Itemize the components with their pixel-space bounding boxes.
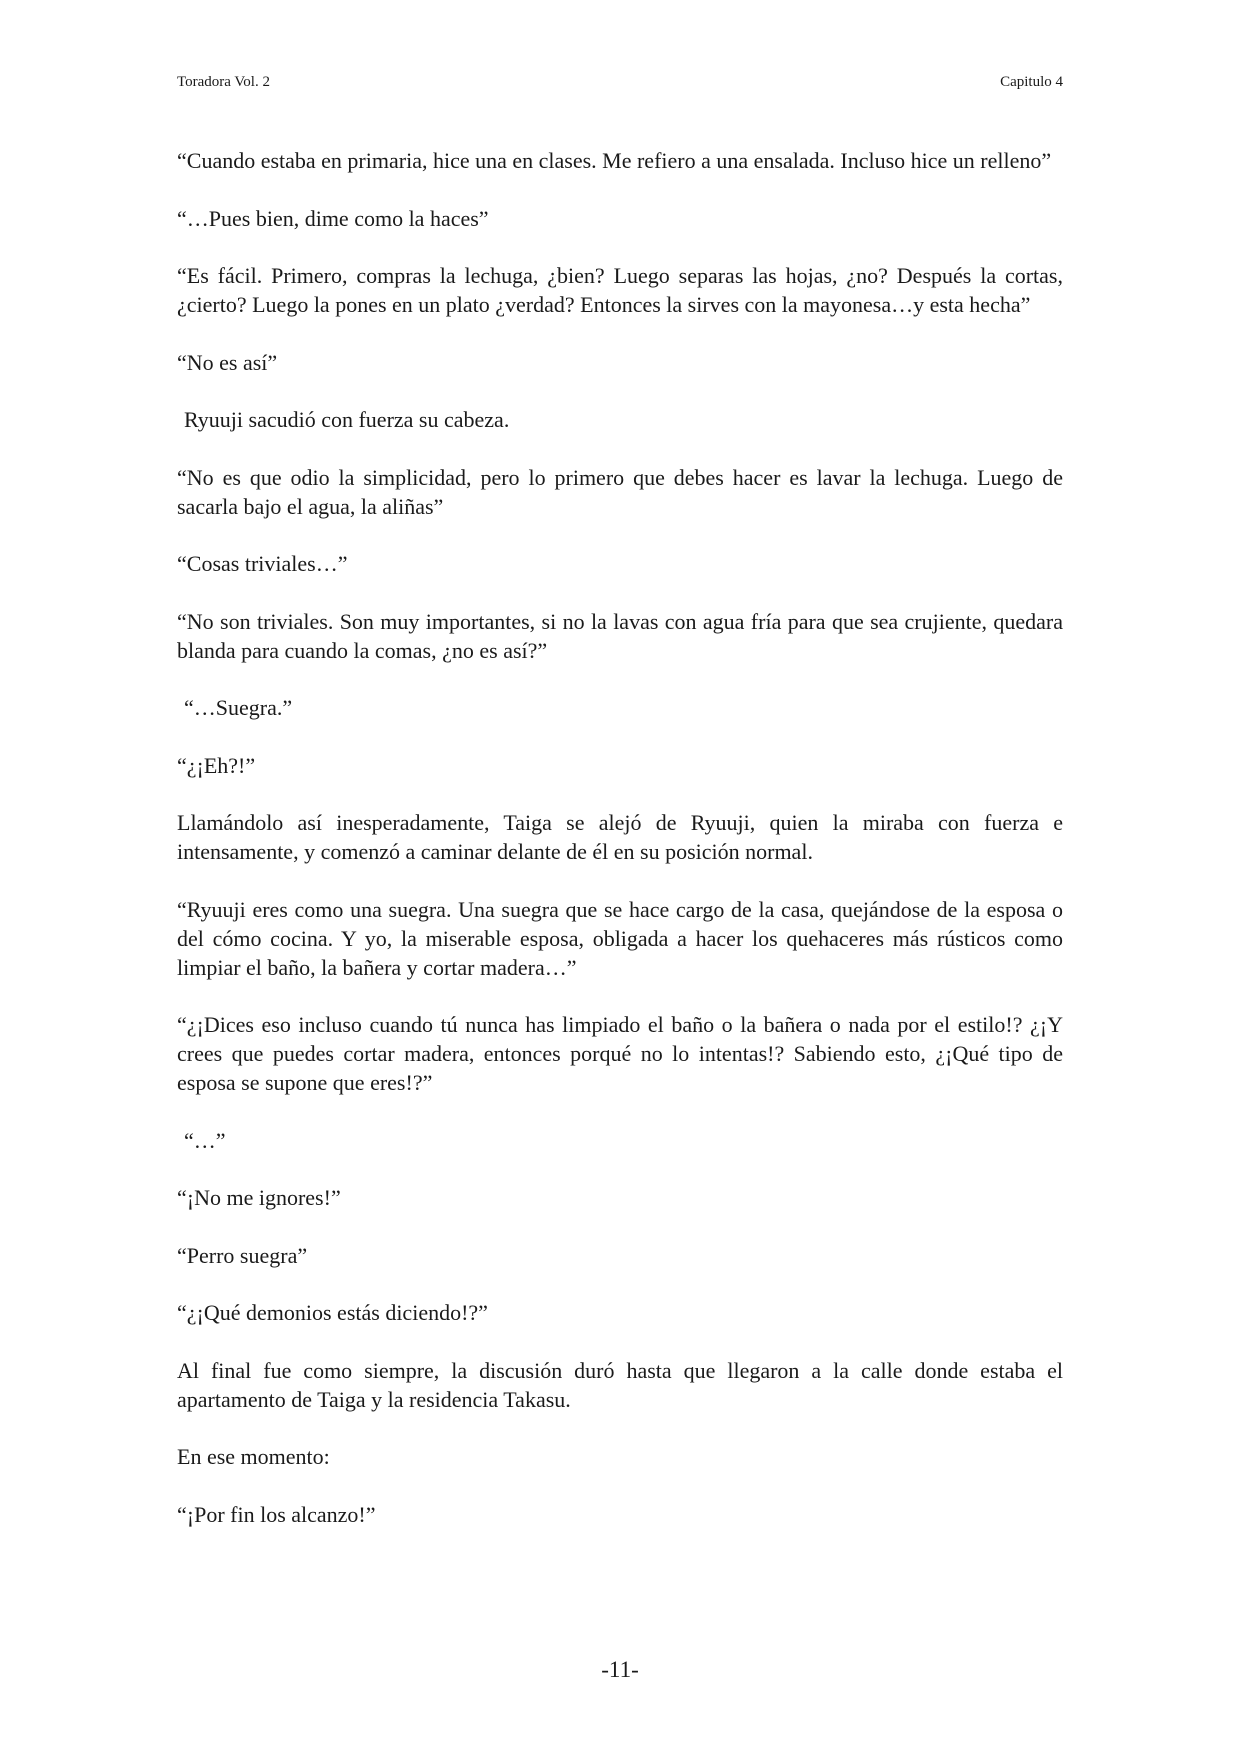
body-text	[177, 146, 1063, 1557]
paragraph: “¿¡Qué demonios estás diciendo!?”	[177, 1300, 488, 1325]
paragraph: “Es fácil. Primero, compras la lechuga, ¿bien? Luego separas las hojas, ¿no? Después la cortas, ¿cierto? Luego la pones en un plato ¿verdad? Entonces la sirves con la mayonesa…y esta hecha”	[177, 263, 1063, 317]
paragraph: “¡Por fin los alcanzo!”	[177, 1501, 376, 1527]
paragraph: “¿¡Dices eso incluso cuando tú nunca has limpiado el baño o la bañera o nada por el estilo!? ¿¡Y crees que puedes cortar madera, entonces porqué no lo intentas!? Sabiendo esto, ¿¡Qué tipo de esposa se supone que eres!?”	[177, 1012, 1063, 1095]
paragraph: Ryuuji sacudió con fuerza su cabeza.	[184, 407, 510, 432]
paragraph: Llamándolo así inesperadamente, Taiga se alejó de Ryuuji, quien la miraba con fuerza e intensamente, y comenzó a caminar delante de él en su posición normal.	[177, 810, 1063, 864]
paragraph: “No es así”	[177, 349, 278, 375]
paragraph: “No son triviales. Son muy importantes, si no la lavas con agua fría para que sea crujiente, quedara blanda para cuando la comas, ¿no es así?”	[177, 608, 1063, 663]
paragraph: “¡No me ignores!”	[177, 1185, 341, 1210]
header-book-title: Toradora Vol. 2	[177, 74, 270, 90]
paragraph: “Perro suegra”	[177, 1242, 308, 1268]
paragraph: “…Suegra.”	[184, 695, 293, 720]
header-chapter: Capitulo 4	[1000, 74, 1063, 90]
paragraph: “Cuando estaba en primaria, hice una en clases. Me refiero a una ensalada. Incluso hice un relleno”	[177, 148, 1052, 173]
running-header	[177, 72, 1063, 92]
paragraph: “¿¡Eh?!”	[177, 752, 256, 778]
paragraph: “Cosas triviales…”	[177, 551, 348, 576]
paragraph: Al final fue como siempre, la discusión duró hasta que llegaron a la calle donde estaba el apartamento de Taiga y la residencia Takasu.	[177, 1357, 1063, 1412]
paragraph: “No es que odio la simplicidad, pero lo primero que debes hacer es lavar la lechuga. Luego de sacarla bajo el agua, la aliñas”	[177, 464, 1063, 519]
page-number: -11-	[601, 1657, 639, 1682]
paragraph: En ese momento:	[177, 1444, 330, 1469]
paragraph: “…”	[184, 1127, 226, 1153]
paragraph: “Ryuuji eres como una suegra. Una suegra que se hace cargo de la casa, quejándose de la esposa o del cómo cocina. Y yo, la miserable esposa, obligada a hacer los quehaceres más rústicos como limpiar el baño, la bañera y cortar madera…”	[177, 896, 1063, 980]
paragraph: “…Pues bien, dime como la haces”	[177, 205, 489, 231]
